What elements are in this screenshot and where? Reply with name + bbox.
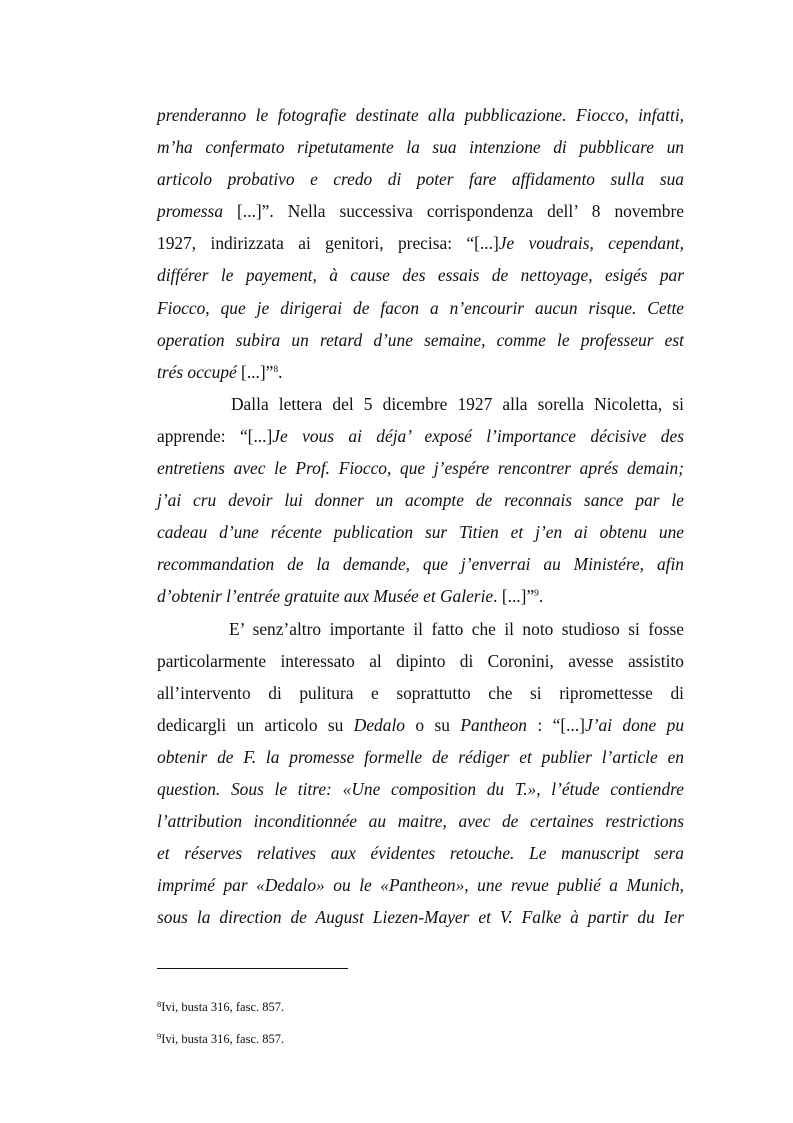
footnote-ref: 8 xyxy=(273,364,279,375)
text-segment: Je vous ai déja’ exposé l’importance décisive des xyxy=(272,425,684,446)
text-line xyxy=(157,227,684,259)
text-segment: [...]”. Nella successiva corrispondenza dell’ 8 novembre xyxy=(223,201,684,222)
footnote-text: Ivi, busta 316, fasc. 857. xyxy=(161,1032,285,1046)
text-line xyxy=(157,195,684,227)
text-line: sous la direction de August Liezen-Mayer et V. Falke à partir du Ier xyxy=(157,907,684,928)
text-line xyxy=(157,709,684,741)
footnote-number: 8 xyxy=(157,999,162,1009)
paragraph-2 xyxy=(157,388,684,613)
text-line xyxy=(157,420,684,452)
paragraph-3 xyxy=(157,613,684,934)
text-line: recommandation de la demande, que j’enverrai au Ministére, afin xyxy=(157,554,684,575)
text-segment: promessa xyxy=(157,201,224,222)
text-segment: : “[...] xyxy=(527,714,585,735)
text-segment: o su xyxy=(404,714,461,735)
text-line: all’intervento di pulitura e soprattutto che si ripromettesse di xyxy=(157,682,684,703)
footnote-divider xyxy=(157,968,348,969)
text-segment: trés occupé xyxy=(157,361,237,382)
text-line: question. Sous le titre: «Une composition du T.», l’étude contiendre xyxy=(157,778,684,799)
text-segment: Pantheon xyxy=(460,714,527,735)
text-segment: dedicargli un articolo su xyxy=(157,714,354,735)
text-line: particolarmente interessato al dipinto di Coronini, avesse assistito xyxy=(157,650,684,671)
footnote-9 xyxy=(157,1030,684,1062)
text-line: et réserves relatives aux évidentes retouche. Le manuscript sera xyxy=(157,843,684,864)
text-segment: J’ai done pu xyxy=(584,714,685,735)
text-segment: Je voudrais, cependant, xyxy=(498,233,684,254)
text-line: obtenir de F. la promesse formelle de rédiger et publier l’article en xyxy=(157,746,684,767)
text-line: articolo probativo e credo di poter fare affidamento sulla sua xyxy=(157,169,684,190)
text-line: prenderanno le fotografie destinate alla pubblicazione. Fiocco, infatti, xyxy=(157,105,684,125)
text-line: entretiens avec le Prof. Fiocco, que j’espére rencontrer aprés demain; xyxy=(157,458,684,479)
text-segment: 1927, indirizzata ai genitori, precisa: “[...] xyxy=(157,233,499,254)
text-line: E’ senz’altro importante il fatto che il noto studioso si fosse xyxy=(229,618,684,639)
text-line: operation subira un retard d’une semaine, comme le professeur est xyxy=(157,329,684,350)
footnote-text: Ivi, busta 316, fasc. 857. xyxy=(161,1000,285,1014)
body-text xyxy=(157,99,684,933)
paragraph-1 xyxy=(157,99,684,388)
text-line: cadeau d’une récente publication sur Titien et j’en ai obtenu une xyxy=(157,522,684,543)
text-segment: [...]” xyxy=(236,361,274,382)
footnote-number: 9 xyxy=(157,1031,162,1041)
text-line xyxy=(157,580,684,612)
footnote-8 xyxy=(157,998,684,1030)
text-line xyxy=(157,356,684,388)
text-segment: . xyxy=(278,361,283,382)
text-line: imprimé par «Dedalo» ou le «Pantheon», une revue publié a Munich, xyxy=(157,875,684,896)
text-segment: d’obtenir l’entrée gratuite aux Musée et Galerie xyxy=(157,586,494,607)
text-line: Fiocco, que je dirigerai de facon a n’encourir aucun risque. Cette xyxy=(157,297,684,318)
footnote-ref: 9 xyxy=(534,589,539,600)
text-line: différer le payement, à cause des essais de nettoyage, esigés par xyxy=(157,265,684,286)
text-segment: Dedalo xyxy=(353,714,405,735)
text-line: l’attribution inconditionnée au maitre, avec de certaines restrictions xyxy=(157,811,684,832)
text-segment: . [...]” xyxy=(493,586,535,607)
text-line: m’ha confermato ripetutamente la sua intenzione di pubblicare un xyxy=(157,137,684,158)
text-line: Dalla lettera del 5 dicembre 1927 alla sorella Nicoletta, si xyxy=(231,393,684,414)
text-segment: . xyxy=(538,586,544,607)
text-line: j’ai cru devoir lui donner un acompte de reconnais sance par le xyxy=(157,490,684,511)
footnotes xyxy=(157,998,684,1062)
text-segment: apprende: “[...] xyxy=(157,425,273,446)
